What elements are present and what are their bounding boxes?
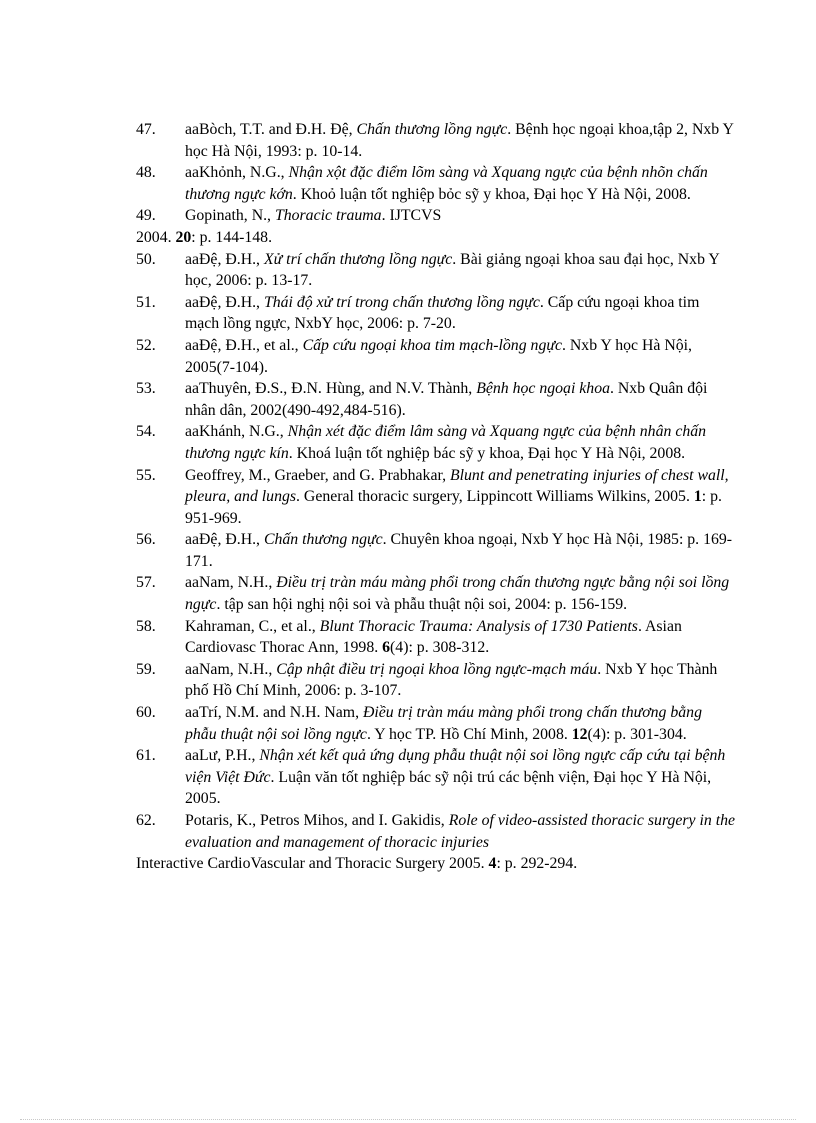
reference-item <box>136 702 736 745</box>
reference-continuation <box>136 853 736 875</box>
reference-title: Nhận xét đặc điểm lâm sàng và Xquang ngực của bệnh nhân chấn thương ngực kín <box>185 423 707 462</box>
reference-item <box>136 335 736 378</box>
reference-number: 47. <box>136 121 156 138</box>
reference-number: 60. <box>136 704 156 722</box>
reference-item <box>136 205 736 227</box>
reference-number: 59. <box>136 660 156 678</box>
reference-number: 48. <box>136 164 156 182</box>
reference-source: . tập san hội nghị nội soi và phẫu thuật nội soi, 2004: p. 156-159. <box>216 596 628 614</box>
reference-item <box>136 616 736 659</box>
reference-number: 50. <box>136 250 156 268</box>
reference-source: . Khoá luận tốt nghiệp bác sỹ y khoa, Đại học Y Hà Nội, 2008. <box>288 444 686 462</box>
reference-number: 55. <box>136 466 156 484</box>
reference-source: . Khoỏ luận tốt nghiệp bỏc sỹ y khoa, Đại học Y Hà Nội, 2008. <box>292 185 691 203</box>
reference-item <box>136 659 736 702</box>
reference-authors: aaĐệ, Đ.H., <box>185 531 264 549</box>
reference-title: Blunt and penetrating injuries of chest wall, pleura, and lungs <box>185 466 729 506</box>
reference-title: Nhận xét kết quả ứng dụng phẫu thuật nội soi lồng ngực cấp cứu tại bệnh viện Việt Đức <box>185 747 726 786</box>
reference-title: Cấp cứu ngoại khoa tim mạch-lồng ngực <box>302 336 562 354</box>
reference-item <box>136 810 736 853</box>
reference-number: 58. <box>136 617 156 635</box>
reference-source: . Bệnh học ngoại khoa,tập 2, Nxb Y học Hà Nội, 1993: p. 10-14. <box>185 121 734 160</box>
volume-number: 20 <box>175 228 192 246</box>
reference-authors: Geoffrey, M., Graeber, and G. Prabhakar, <box>185 466 450 484</box>
reference-authors: Potaris, K., Petros Mihos, and I. Gakidis, <box>185 812 449 829</box>
reference-number: 61. <box>136 747 156 765</box>
reference-source: . Nxb Quân đội nhân dân, 2002(490-492,484-516). <box>185 380 708 419</box>
continuation-text: Interactive CardioVascular and Thoracic Surgery 2005. <box>136 855 489 873</box>
volume-number: 1 <box>693 488 702 506</box>
reference-source: . Asian Cardiovasc Thorac Ann, 1998. <box>185 617 682 657</box>
reference-title: Cập nhật điều trị ngoại khoa lồng ngực-mạch máu <box>276 660 598 678</box>
reference-source: . Chuyên khoa ngoại, Nxb Y học Hà Nội, 1985: p. 169-171. <box>185 531 733 570</box>
reference-pages: (4): p. 308-312. <box>390 639 490 657</box>
reference-authors: aaNam, N.H., <box>185 574 277 592</box>
reference-authors: Kahraman, C., et al., <box>185 617 320 635</box>
reference-authors: aaĐệ, Đ.H., <box>185 250 264 268</box>
reference-title: Nhận xột đặc điểm lõm sàng và Xquang ngực của bệnh nhõn chấn thương ngực kớn <box>185 164 708 203</box>
reference-item <box>136 162 736 205</box>
reference-pages: (4): p. 301-304. <box>587 725 687 743</box>
reference-source: . Cấp cứu ngoại khoa tim mạch lồng ngực, NxbY học, 2006: p. 7-20. <box>185 293 700 333</box>
reference-item <box>136 529 736 572</box>
reference-item <box>136 119 736 162</box>
reference-item <box>136 465 736 530</box>
continuation-text: 2004. <box>136 228 176 246</box>
reference-number: 51. <box>136 293 156 311</box>
reference-item <box>136 572 736 615</box>
reference-source: . General thoracic surgery, Lippincott Williams Wilkins, 2005. <box>296 488 694 506</box>
reference-source: . Bài giảng ngoại khoa sau đại học, Nxb Y học, 2006: p. 13-17. <box>185 250 720 290</box>
volume-number: 12 <box>571 725 588 743</box>
reference-authors: aaTrí, N.M. and N.H. Nam, <box>185 704 363 722</box>
reference-number: 52. <box>136 336 156 354</box>
reference-source: . Y học TP. Hồ Chí Minh, 2008. <box>366 725 572 743</box>
page-bottom-divider <box>20 1119 796 1120</box>
reference-title: Thái độ xử trí trong chấn thương lồng ngực <box>263 293 540 311</box>
reference-item <box>136 249 736 292</box>
reference-authors: aaKhỏnh, N.G., <box>185 164 289 182</box>
reference-number: 57. <box>136 574 156 592</box>
reference-number: 54. <box>136 423 156 441</box>
reference-item <box>136 292 736 335</box>
reference-number: 49. <box>136 207 156 225</box>
reference-authors: aaĐệ, Đ.H., <box>185 293 264 311</box>
reference-source: . Nxb Y học Hà Nội, 2005(7-104). <box>185 336 692 376</box>
reference-item <box>136 421 736 464</box>
continuation-pages: : p. 144-148. <box>191 228 273 246</box>
reference-title: Điều trị tràn máu màng phổi trong chấn thương bằng phẫu thuật nội soi lồng ngực <box>185 704 702 743</box>
reference-list <box>136 119 736 875</box>
reference-item <box>136 378 736 421</box>
reference-title: Chấn thương ngực <box>263 531 383 549</box>
reference-pages: : p. 951-969. <box>185 488 722 527</box>
reference-title: Thoracic trauma <box>274 207 382 225</box>
reference-item <box>136 745 736 810</box>
reference-source: . Nxb Y học Thành phố Hồ Chí Minh, 2006: p. 3-107. <box>185 660 718 700</box>
volume-number: 4 <box>488 855 497 873</box>
reference-number: 53. <box>136 380 156 398</box>
reference-number: 62. <box>136 812 156 829</box>
reference-continuation <box>136 227 736 249</box>
reference-number: 56. <box>136 531 156 549</box>
reference-title: Xử trí chấn thương lồng ngực <box>263 250 453 268</box>
reference-title: Bệnh học ngoại khoa <box>476 380 610 398</box>
reference-authors: aaNam, N.H., <box>185 660 277 678</box>
reference-authors: Gopinath, N., <box>185 207 275 225</box>
reference-title: Blunt Thoracic Trauma: Analysis of 1730 Patients <box>319 617 638 635</box>
reference-authors: aaLư, P.H., <box>185 747 260 765</box>
reference-authors: aaBòch, T.T. and Đ.H. Đệ, <box>185 121 357 138</box>
reference-source: . IJTCVS <box>381 207 442 225</box>
reference-authors: aaĐệ, Đ.H., et al., <box>185 336 303 354</box>
volume-number: 6 <box>382 639 391 657</box>
reference-source: . Luận văn tốt nghiệp bác sỹ nội trú các bệnh viện, Đại học Y Hà Nội, 2005. <box>185 768 712 808</box>
reference-authors: aaKhánh, N.G., <box>185 423 288 441</box>
reference-title: Chấn thương lồng ngực <box>356 121 508 138</box>
reference-authors: aaThuyên, Đ.S., Đ.N. Hùng, and N.V. Thành, <box>185 380 477 398</box>
continuation-pages: : p. 292-294. <box>496 855 578 873</box>
reference-title: Điều trị tràn máu màng phổi trong chấn thương ngực bằng nội soi lồng ngực <box>185 574 730 614</box>
reference-title: Role of video-assisted thoracic surgery in the evaluation and management of thoracic injuries <box>185 812 736 851</box>
